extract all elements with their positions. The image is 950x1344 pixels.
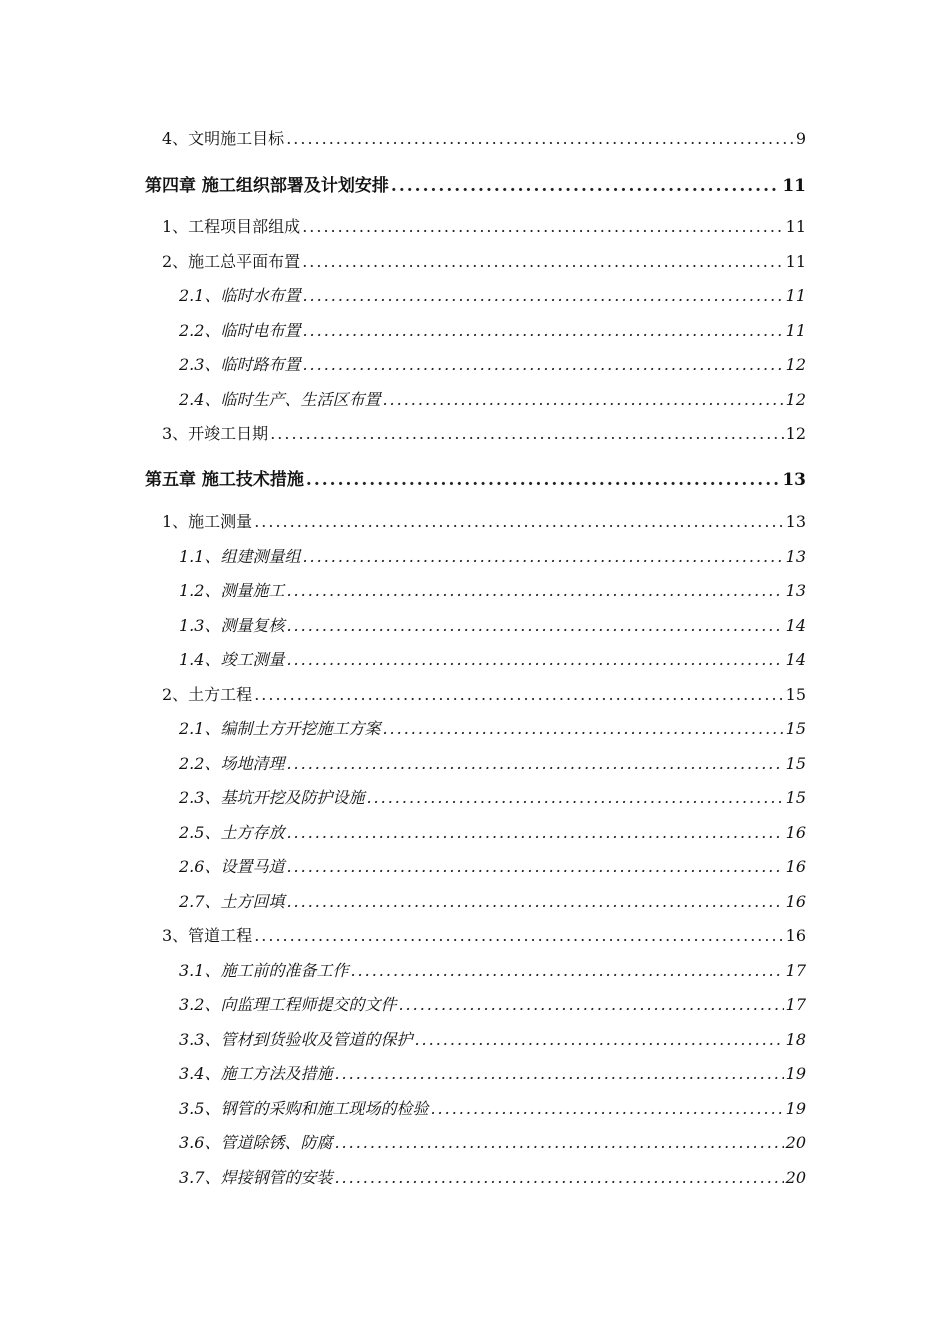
toc-entry-text: 3.1、施工前的准备工作 xyxy=(179,961,349,980)
toc-leader-dots xyxy=(302,252,783,271)
toc-page-number: 15 xyxy=(785,754,806,773)
toc-page-number: 9 xyxy=(795,129,806,148)
toc-leader-dots xyxy=(306,470,780,490)
toc-leader-dots xyxy=(302,286,783,305)
toc-page-number: 18 xyxy=(785,1030,806,1049)
toc-leader-dots xyxy=(302,547,783,566)
toc-subentry[interactable] xyxy=(179,751,806,774)
toc-page-number: 13 xyxy=(785,581,806,600)
toc-entry-text: 1.3、测量复核 xyxy=(179,616,285,635)
toc-leader-dots xyxy=(382,390,783,409)
toc-subentry[interactable] xyxy=(179,1096,806,1119)
toc-entry[interactable] xyxy=(162,509,806,532)
toc-entry-text: 1、施工测量 xyxy=(162,512,253,531)
toc-entry-text: 2.6、设置马道 xyxy=(179,857,285,876)
toc-page-number: 13 xyxy=(782,470,806,490)
toc-leader-dots xyxy=(286,129,794,148)
toc-page-number: 15 xyxy=(785,719,806,738)
toc-subentry[interactable] xyxy=(179,716,806,739)
toc-entry[interactable] xyxy=(162,214,806,237)
toc-subentry[interactable] xyxy=(179,992,806,1015)
toc-page-number: 17 xyxy=(785,995,806,1014)
toc-page-number: 15 xyxy=(785,685,806,704)
toc-entry-text: 3.2、向监理工程师提交的文件 xyxy=(179,995,397,1014)
toc-page-number: 12 xyxy=(785,424,806,443)
toc-subentry[interactable] xyxy=(179,785,806,808)
toc-page-number: 20 xyxy=(785,1168,806,1187)
toc-page-number: 11 xyxy=(785,321,806,340)
toc-page-number: 11 xyxy=(785,217,806,236)
toc-entry-text: 3.6、管道除锈、防腐 xyxy=(179,1133,333,1152)
toc-leader-dots xyxy=(334,1064,783,1083)
toc-page-number: 17 xyxy=(785,961,806,980)
toc-leader-dots xyxy=(254,926,783,945)
toc-leader-dots xyxy=(414,1030,783,1049)
toc-entry-text: 2.3、临时路布置 xyxy=(179,355,301,374)
toc-subentry[interactable] xyxy=(179,854,806,877)
toc-page-number: 16 xyxy=(785,892,806,911)
toc-entry-text: 2.1、临时水布置 xyxy=(179,286,301,305)
toc-page-number: 14 xyxy=(785,616,806,635)
toc-subentry[interactable] xyxy=(179,1027,806,1050)
toc-page-number: 14 xyxy=(785,650,806,669)
toc-entry-text: 2.1、编制土方开挖施工方案 xyxy=(179,719,381,738)
toc-entry[interactable] xyxy=(162,249,806,272)
toc-entry-text: 3.5、钢管的采购和施工现场的检验 xyxy=(179,1099,429,1118)
toc-page-number: 16 xyxy=(785,926,806,945)
toc-entry-text: 1.1、组建测量组 xyxy=(179,547,301,566)
toc-leader-dots xyxy=(286,823,783,842)
toc-entry-text: 3、开竣工日期 xyxy=(162,424,269,443)
toc-entry-text: 第五章 施工技术措施 xyxy=(145,470,304,490)
toc-page-number: 15 xyxy=(785,788,806,807)
toc-leader-dots xyxy=(382,719,783,738)
toc-leader-dots xyxy=(270,424,783,443)
toc-page-number: 20 xyxy=(785,1133,806,1152)
toc-entry-text: 2.3、基坑开挖及防护设施 xyxy=(179,788,365,807)
toc-page-number: 12 xyxy=(785,390,806,409)
toc-entry-text: 3.7、焊接钢管的安装 xyxy=(179,1168,333,1187)
toc-leader-dots xyxy=(286,616,783,635)
toc-entry-text: 第四章 施工组织部署及计划安排 xyxy=(145,176,389,196)
toc-page-number: 11 xyxy=(785,286,806,305)
toc-leader-dots xyxy=(302,355,783,374)
toc-leader-dots xyxy=(286,892,783,911)
toc-subentry[interactable] xyxy=(179,647,806,670)
toc-entry[interactable] xyxy=(162,923,806,946)
toc-entry-text: 2.5、土方存放 xyxy=(179,823,285,842)
toc-leader-dots xyxy=(350,961,783,980)
toc-leader-dots xyxy=(286,650,783,669)
toc-subentry[interactable] xyxy=(179,352,806,375)
toc-entry-text: 2.7、土方回填 xyxy=(179,892,285,911)
toc-page-number: 19 xyxy=(785,1064,806,1083)
toc-page-number: 19 xyxy=(785,1099,806,1118)
toc-leader-dots xyxy=(254,685,783,704)
toc-entry[interactable] xyxy=(162,421,806,444)
toc-subentry[interactable] xyxy=(179,1061,806,1084)
toc-entry-text: 1.4、竣工测量 xyxy=(179,650,285,669)
toc-chapter-entry[interactable] xyxy=(145,171,806,196)
toc-leader-dots xyxy=(302,321,783,340)
toc-leader-dots xyxy=(334,1133,783,1152)
toc-subentry[interactable] xyxy=(179,1130,806,1153)
toc-entry-text: 4、文明施工目标 xyxy=(162,129,285,148)
toc-leader-dots xyxy=(391,176,780,196)
toc-page-number: 11 xyxy=(785,252,806,271)
toc-entry-text: 1.2、测量施工 xyxy=(179,581,285,600)
toc-subentry[interactable] xyxy=(179,889,806,912)
toc-leader-dots xyxy=(286,754,783,773)
toc-subentry[interactable] xyxy=(179,613,806,636)
toc-entry-text: 1、工程项目部组成 xyxy=(162,217,301,236)
toc-leader-dots xyxy=(366,788,783,807)
toc-entry-text: 3.3、管材到货验收及管道的保护 xyxy=(179,1030,413,1049)
toc-subentry[interactable] xyxy=(179,544,806,567)
toc-page-number: 13 xyxy=(785,512,806,531)
toc-page-number: 11 xyxy=(782,176,806,196)
toc-entry[interactable] xyxy=(162,126,806,149)
toc-leader-dots xyxy=(286,857,783,876)
toc-page-number: 16 xyxy=(785,857,806,876)
toc-leader-dots xyxy=(254,512,783,531)
toc-entry[interactable] xyxy=(162,682,806,705)
toc-entry-text: 2.2、临时电布置 xyxy=(179,321,301,340)
toc-entry-text: 3.4、施工方法及措施 xyxy=(179,1064,333,1083)
toc-subentry[interactable] xyxy=(179,578,806,601)
toc-entry-text: 2.2、场地清理 xyxy=(179,754,285,773)
toc-page-number: 12 xyxy=(785,355,806,374)
toc-subentry[interactable] xyxy=(179,820,806,843)
toc-leader-dots xyxy=(286,581,783,600)
toc-entry-text: 2、施工总平面布置 xyxy=(162,252,301,271)
toc-entry-text: 2、土方工程 xyxy=(162,685,253,704)
toc-subentry[interactable] xyxy=(179,1165,806,1188)
toc-subentry[interactable] xyxy=(179,283,806,306)
toc-page-number: 16 xyxy=(785,823,806,842)
toc-entry-text: 3、管道工程 xyxy=(162,926,253,945)
toc-entry-text: 2.4、临时生产、生活区布置 xyxy=(179,390,381,409)
toc-leader-dots xyxy=(302,217,783,236)
toc-leader-dots xyxy=(398,995,783,1014)
toc-subentry[interactable] xyxy=(179,958,806,981)
toc-subentry[interactable] xyxy=(179,387,806,410)
toc-chapter-entry[interactable] xyxy=(145,465,806,490)
toc-page-number: 13 xyxy=(785,547,806,566)
toc-leader-dots xyxy=(430,1099,783,1118)
toc-subentry[interactable] xyxy=(179,318,806,341)
toc-leader-dots xyxy=(334,1168,783,1187)
